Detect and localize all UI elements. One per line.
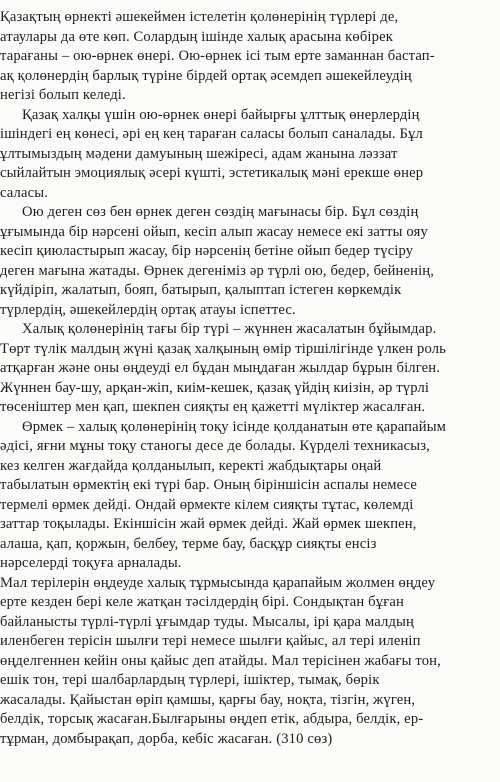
text-line: тарағаны – ою-өрнек өнері. Ою-өрнек ісі тым ерте заманнан бастап- <box>0 48 435 64</box>
text-line: Халық қолөнерінің тағы бір түрі – жүннен жасалатын бұйымдар. <box>22 321 437 337</box>
text-line: негізі болып келеді. <box>0 87 126 103</box>
text-line: ұлтымыздың мәдени дамуының шежіресі, адам жанына ләззат <box>0 145 398 162</box>
text-line: Қазақтың өрнекті әшекеймен істелетін қолөнерінің түрлері де, <box>0 9 399 25</box>
text-line: табылатын өрмектің екі түрі бар. Оның біріншісін аспалы немесе <box>0 477 418 493</box>
text-line: әдісі, яғни мұны тоқу станогы десе де болады. Күрделі техникасыз, <box>0 438 430 454</box>
text-line: күйдіріп, жалатып, бояп, батырып, қалыптап істеген көркемдік <box>0 282 402 298</box>
text-line: Қазақ халқы үшін ою-өрнек өнері байырғы ұлттық өнерлердің <box>22 106 420 123</box>
text-line: ұғымында бір нәрсені ойып, кесіп алып жасау немесе екі затты ояу <box>0 223 428 240</box>
text-line: Жүннен бау-шу, арқан-жіп, киім-кешек, қазақ үйдің киізін, әр түрлі <box>0 379 430 396</box>
text-line: өңделгеннен кейін оны қайыс деп атайды. Мал терісінен жабағы тон, <box>0 652 441 669</box>
text-line: заттар тоқылады. Екіншісін жай өрмек дейді. Жай өрмек шекпен, <box>0 516 417 532</box>
document-text <box>0 8 500 749</box>
text-line: алаша, қап, қоржын, белбеу, терме бау, басқұр сияқты енсіз <box>0 535 377 552</box>
text-line: кез келген жағдайда қолданылып, керекті жабдықтары оңай <box>0 457 382 474</box>
text-line: төсеніштер мен қап, шекпен сияқты ең қажетті мүліктер жасалған. <box>0 399 426 415</box>
text-line: ешік тон, тері шалбарлардың түрлері, ішіктер, тымақ, бөрік <box>0 672 380 688</box>
text-line: ақ қолөнердің барлық түріне бірдей ортақ әсемдеп әшекейлеудің <box>0 67 412 84</box>
text-line: иленбеген терісін шылғи тері немесе шылғи қайыс, ал тері иленіп <box>0 633 421 649</box>
text-line: кесіп қиюластырып жасау, бір нәрсенің бетіне ойып бедер түсіру <box>0 243 414 259</box>
text-line: Өрмек – халық қолөнерінің тоқу ісінде қолданатын өте қарапайым <box>22 418 447 435</box>
text-line: нәрселерді тоқуға арналады. <box>0 555 182 571</box>
text-line: Мал терілерін өңдеуде халық тұрмысында қарапайым жолмен өңдеу <box>0 574 436 591</box>
text-line: ішіндегі ең көнесі, әрі ең кең тараған саласы болып саналады. Бұл <box>0 126 423 142</box>
text-line: сыйлайтын эмоциялық әсері күшті, эстетикалық мәні ерекше өнер <box>0 165 424 181</box>
text-line: байланысты түрлі-түрлі ұғымдар туды. Мысалы, ірі қара малдың <box>0 613 414 630</box>
text-line: тұрман, домбырақап, дорба, кебіс жасаған. (310 сөз) <box>0 730 333 747</box>
text-line: атаулары да өте көп. Солардың ішінде халық арасына көбірек <box>0 28 393 45</box>
text-line: Ою деген сөз бен өрнек деген сөздің мағынасы бір. Бұл сөздің <box>22 204 419 220</box>
text-line: саласы. <box>0 184 49 201</box>
text-line: түрлердің, әшекейлердің ортақ атауы іспеттес. <box>0 301 296 318</box>
text-line: термелі өрмек дейді. Ондай өрмекте кілем сияқты тұтас, көлемді <box>0 496 414 513</box>
text-line: деген мағына жатады. Өрнек дегеніміз әр түрлі ою, бедер, бейненің, <box>0 262 435 279</box>
text-line: жасалады. Қайыстан өріп қамшы, қарғы бау, ноқта, тізгін, жүген, <box>0 691 416 708</box>
text-line: Төрт түлік малдың жүні қазақ халқының өмір тіршілігінде үлкен роль <box>0 340 446 357</box>
text-line: атқарған және оны өңдеуді ел бұдан мыңдаған жылдар бұрын білген. <box>0 360 441 376</box>
text-line: ерте кезден бері келе жатқан тәсілдердің бірі. Сондықтан бұған <box>0 594 404 610</box>
text-line: белдік, торсық жасаған.Былғарыны өңдеп етік, абдыра, белдік, ер- <box>0 711 424 727</box>
